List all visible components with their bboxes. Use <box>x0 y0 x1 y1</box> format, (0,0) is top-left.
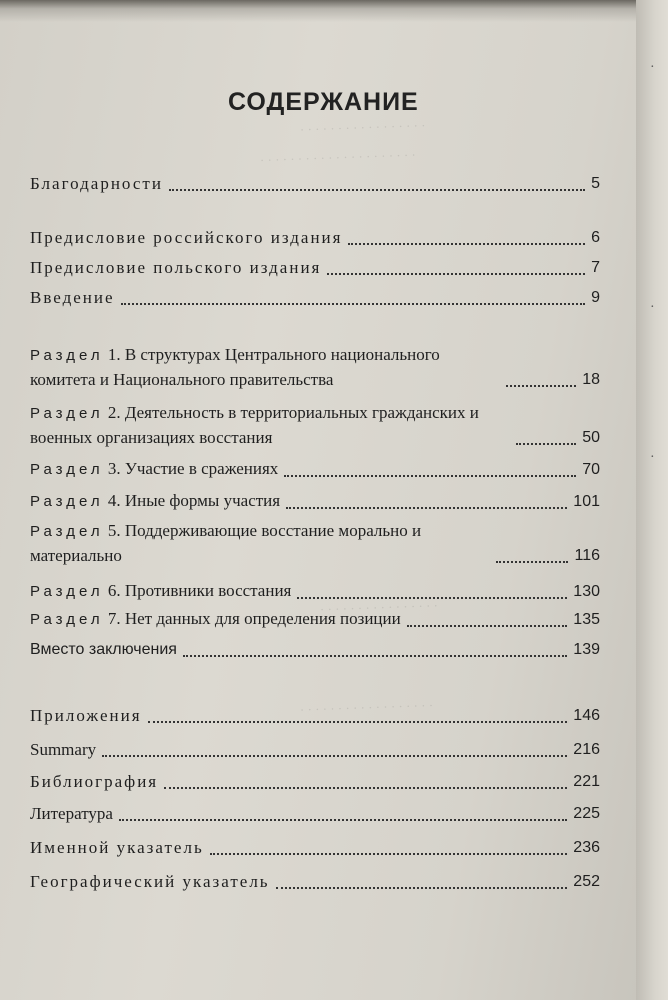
toc-entry[interactable] <box>30 834 600 860</box>
toc-entry-label: Библиография <box>30 772 159 791</box>
toc-entry[interactable] <box>30 254 600 280</box>
edge-mark: · <box>650 450 655 465</box>
section-title: 6. Противники восстания <box>107 581 292 600</box>
leader-dots <box>516 443 576 445</box>
section-prefix: Раздел <box>30 347 104 364</box>
toc-entry-page: 146 <box>573 707 600 724</box>
bleed-through-text: · · · · · · · · · · · · · · · · <box>319 597 439 618</box>
toc-entry-page: 116 <box>574 547 600 564</box>
toc-entry-page: 6 <box>591 229 600 246</box>
toc-section-entry[interactable] <box>30 340 600 392</box>
page-title: СОДЕРЖАНИЕ <box>228 88 419 116</box>
section-title: 2. Деятельность в территориальных гражданских и военных организациях восстания <box>30 403 479 447</box>
toc-entry-page: 135 <box>573 611 600 628</box>
toc-section-entry[interactable] <box>30 516 600 568</box>
section-title: 3. Участие в сражениях <box>107 459 279 478</box>
leader-dots <box>297 597 567 599</box>
toc-entry-page: 18 <box>582 371 600 388</box>
section-title: 4. Иные формы участия <box>107 491 281 510</box>
toc-section-entry[interactable] <box>30 456 600 482</box>
leader-dots <box>169 189 585 191</box>
section-prefix: Раздел <box>30 461 104 478</box>
toc-entry[interactable] <box>30 768 600 794</box>
toc-entry[interactable] <box>30 800 600 826</box>
leader-dots <box>164 787 567 789</box>
toc-entry[interactable] <box>30 868 600 894</box>
section-prefix: Раздел <box>30 493 104 510</box>
leader-dots <box>496 561 568 563</box>
leader-dots <box>327 273 585 275</box>
toc-entry-page: 216 <box>573 741 600 758</box>
toc-entry-label <box>30 489 280 514</box>
leader-dots <box>284 475 576 477</box>
top-shadow <box>0 0 636 22</box>
section-title: 1. В структурах Центрального национального комитета и Национального правительства <box>30 345 440 389</box>
toc-entry-label <box>30 607 401 632</box>
leader-dots <box>286 507 567 509</box>
toc-section-entry[interactable] <box>30 398 600 450</box>
next-page-edge <box>636 0 668 1000</box>
toc-entry-label: Предисловие российского издания <box>30 228 343 247</box>
section-prefix: Раздел <box>30 405 104 422</box>
toc-entry[interactable] <box>30 736 600 762</box>
toc-entry-label: Приложения <box>30 706 142 725</box>
toc-entry-label: Вместо заключения <box>30 641 177 658</box>
toc-entry-page: 130 <box>573 583 600 600</box>
toc-section-entry[interactable] <box>30 488 600 514</box>
toc-section-entry[interactable] <box>30 578 600 604</box>
toc-entry-page: 225 <box>573 805 600 822</box>
section-prefix: Раздел <box>30 583 104 600</box>
toc-section-entry[interactable] <box>30 606 600 632</box>
toc-entry-label <box>30 579 291 604</box>
toc-entry[interactable] <box>30 284 600 310</box>
toc-entry-label: Summary <box>30 740 97 759</box>
section-prefix: Раздел <box>30 611 104 628</box>
toc-entry-label <box>30 343 500 392</box>
toc-entry-page: 101 <box>573 493 600 510</box>
toc-entry-label: Именной указатель <box>30 838 204 857</box>
edge-mark: · <box>650 60 655 75</box>
leader-dots <box>276 887 568 889</box>
toc-entry-label: Литература <box>30 804 113 823</box>
toc-entry[interactable] <box>30 224 600 250</box>
toc-entry[interactable] <box>30 170 600 196</box>
leader-dots <box>119 819 567 821</box>
leader-dots <box>407 625 568 627</box>
toc-entry-page: 236 <box>573 839 600 856</box>
bleed-through-text: · · · · · · · · · · · · · · · · · · · · · <box>259 147 417 168</box>
toc-entry-label <box>30 401 510 450</box>
leader-dots <box>183 655 567 657</box>
toc-entry[interactable] <box>30 702 600 728</box>
toc-entry-label: Благодарности <box>30 174 163 193</box>
toc-entry-label: Географический указатель <box>30 872 270 891</box>
section-title: 5. Поддерживающие восстание морально и материально <box>30 521 422 565</box>
toc-entry-page: 9 <box>591 289 600 306</box>
leader-dots <box>121 303 586 305</box>
toc-entry-label <box>30 457 278 482</box>
toc-entry-page: 70 <box>582 461 600 478</box>
toc-entry-page: 5 <box>591 175 600 192</box>
section-prefix: Раздел <box>30 523 104 540</box>
toc-entry-label: Введение <box>30 288 115 307</box>
section-title: 7. Нет данных для определения позиции <box>107 609 401 628</box>
leader-dots <box>348 243 585 245</box>
edge-mark: · <box>650 300 655 315</box>
toc-entry-page: 139 <box>573 641 600 658</box>
toc-entry-page: 7 <box>591 259 600 276</box>
leader-dots <box>102 755 567 757</box>
leader-dots <box>210 853 568 855</box>
toc-entry-page: 50 <box>582 429 600 446</box>
toc-entry[interactable] <box>30 636 600 662</box>
toc-entry-page: 252 <box>573 873 600 890</box>
leader-dots <box>148 721 568 723</box>
bleed-through-text: · · · · · · · · · · · · · · · · · <box>299 117 426 138</box>
bleed-through-text: · · · · · · · · · · · · · · · · · · <box>299 697 434 718</box>
toc-entry-label: Предисловие польского издания <box>30 258 322 277</box>
leader-dots <box>506 385 576 387</box>
toc-entry-page: 221 <box>573 773 600 790</box>
toc-entry-label <box>30 519 490 568</box>
